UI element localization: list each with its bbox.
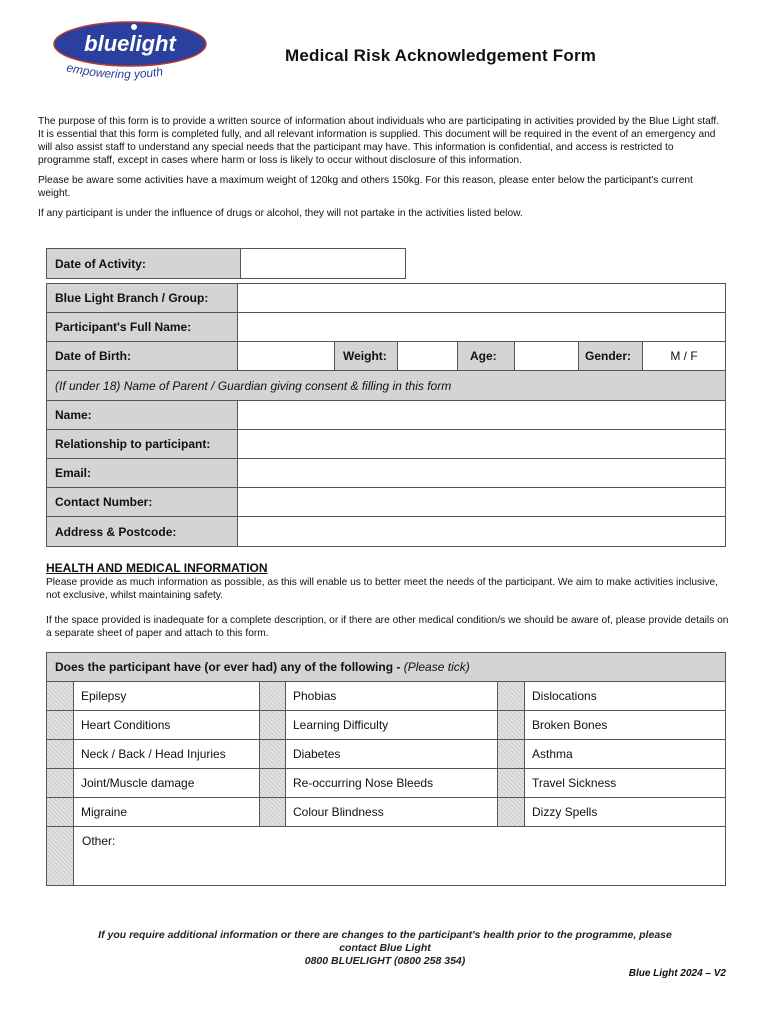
email-label: Email: (47, 459, 238, 487)
condition-label: Colour Blindness (293, 805, 384, 819)
conditions-row (46, 740, 726, 769)
condition-tick-box[interactable] (259, 711, 286, 739)
guardian-name-input[interactable] (238, 401, 725, 429)
footer-phone: 0800 BLUELIGHT (0800 258 354) (304, 955, 466, 967)
other-tick-box[interactable] (47, 827, 74, 885)
date-of-activity-label: Date of Activity: (47, 249, 241, 278)
condition-tick-box[interactable] (259, 769, 286, 797)
health-paragraph-separate-sheet: If the space provided is inadequate for a complete description, or if there are other medical condition/s we should be aware of, please provide details on a separate sheet of paper and attach to this form. (46, 615, 729, 639)
guardian-note-row (46, 371, 726, 401)
age-label: Age: (458, 342, 515, 370)
condition-tick-box[interactable] (497, 682, 525, 710)
condition-label: Neck / Back / Head Injuries (81, 747, 226, 761)
condition-tick-box[interactable] (259, 740, 286, 768)
branch-row (46, 283, 726, 313)
condition-tick-box[interactable] (47, 711, 74, 739)
footer-note (40, 929, 730, 968)
condition-label: Joint/Muscle damage (81, 776, 195, 790)
dob-row (46, 342, 726, 371)
conditions-row (46, 769, 726, 798)
condition-label: Phobias (293, 689, 337, 703)
guardian-note: (If under 18) Name of Parent / Guardian giving consent & filling in this form (47, 371, 725, 400)
conditions-row (46, 682, 726, 711)
logo-brand-text: bluelight (84, 31, 176, 56)
weight-input[interactable] (398, 342, 458, 370)
condition-tick-box[interactable] (259, 682, 286, 710)
condition-tick-box[interactable] (497, 711, 525, 739)
contact-input[interactable] (238, 488, 725, 516)
condition-tick-box[interactable] (47, 740, 74, 768)
date-of-activity-input[interactable] (241, 249, 405, 278)
condition-label: Epilepsy (81, 689, 127, 703)
dob-label: Date of Birth: (47, 342, 238, 370)
condition-label: Broken Bones (532, 718, 608, 732)
condition-label: Travel Sickness (532, 776, 617, 790)
page-title: Medical Risk Acknowledgement Form (285, 46, 597, 65)
conditions-question-row (46, 652, 726, 682)
footer-line-2: contact Blue Light (339, 942, 431, 954)
footer-line-1: If you require additional information or there are changes to the participant's health prior to the programme, please (98, 929, 672, 941)
bluelight-logo (52, 18, 212, 90)
branch-input[interactable] (238, 284, 725, 312)
condition-tick-box[interactable] (497, 798, 525, 826)
conditions-question-hint: (Please tick) (403, 660, 470, 674)
full-name-input[interactable] (238, 313, 725, 341)
date-of-activity-row (46, 248, 406, 279)
weight-label: Weight: (335, 342, 398, 370)
condition-tick-box[interactable] (259, 798, 286, 826)
conditions-row (46, 798, 726, 827)
health-heading: HEALTH AND MEDICAL INFORMATION (46, 561, 268, 575)
address-row (46, 517, 726, 547)
relationship-row (46, 430, 726, 459)
condition-label: Dislocations (532, 689, 597, 703)
address-input[interactable] (238, 517, 725, 546)
condition-label: Heart Conditions (81, 718, 171, 732)
other-label: Other: (82, 834, 116, 848)
condition-label: Learning Difficulty (293, 718, 389, 732)
gender-input[interactable]: M / F (643, 342, 725, 370)
gender-label: Gender: (579, 342, 643, 370)
address-label: Address & Postcode: (47, 517, 238, 546)
contact-label: Contact Number: (47, 488, 238, 516)
conditions-row (46, 711, 726, 740)
condition-tick-box[interactable] (497, 740, 525, 768)
health-paragraph-inclusive: Please provide as much information as possible, as this will enable us to better meet the needs of the participant. We aim to make activities inclusive, not exclusive, whilst maintaining safety. (46, 577, 718, 601)
branch-label: Blue Light Branch / Group: (47, 284, 238, 312)
other-row (46, 827, 726, 886)
condition-tick-box[interactable] (47, 798, 74, 826)
contact-row (46, 488, 726, 517)
dob-input[interactable] (238, 342, 335, 370)
version-label: Blue Light 2024 – V2 (628, 968, 726, 979)
full-name-label: Participant's Full Name: (47, 313, 238, 341)
intro-paragraph-drugs: If any participant is under the influence of drugs or alcohol, they will not partake in the activities listed below. (38, 208, 523, 219)
condition-label: Dizzy Spells (532, 805, 598, 819)
relationship-input[interactable] (238, 430, 725, 458)
logo-tagline: empowering youth (65, 60, 164, 82)
intro-paragraph-purpose: The purpose of this form is to provide a written source of information about individuals who are participating in activities provided by the Blue Light staff. It is essential that this form is completed fully, and all relevant information is supplied. This document will be required in the event of an emergency and will also assist staff to understand any special needs that the participant may have. This information is confidential, and access is restricted to programme staff, except in cases where harm or loss is likely to occur without disclosure of this information. (38, 116, 720, 166)
condition-label: Re-occurring Nose Bleeds (293, 776, 434, 790)
intro-paragraph-weight: Please be aware some activities have a maximum weight of 120kg and others 150kg. For this reason, please enter below the participant's current weight. (38, 175, 693, 199)
email-input[interactable] (238, 459, 725, 487)
intro-section (38, 115, 722, 227)
condition-label: Asthma (532, 747, 573, 761)
age-input[interactable] (515, 342, 579, 370)
full-name-row (46, 313, 726, 342)
guardian-name-label: Name: (47, 401, 238, 429)
condition-tick-box[interactable] (497, 769, 525, 797)
guardian-name-row (46, 401, 726, 430)
condition-tick-box[interactable] (47, 769, 74, 797)
condition-label: Diabetes (293, 747, 341, 761)
condition-tick-box[interactable] (47, 682, 74, 710)
conditions-question (55, 653, 470, 681)
condition-label: Migraine (81, 805, 128, 819)
relationship-label: Relationship to participant: (47, 430, 238, 458)
email-row (46, 459, 726, 488)
conditions-question-text: Does the participant have (or ever had) any of the following - (55, 660, 404, 674)
